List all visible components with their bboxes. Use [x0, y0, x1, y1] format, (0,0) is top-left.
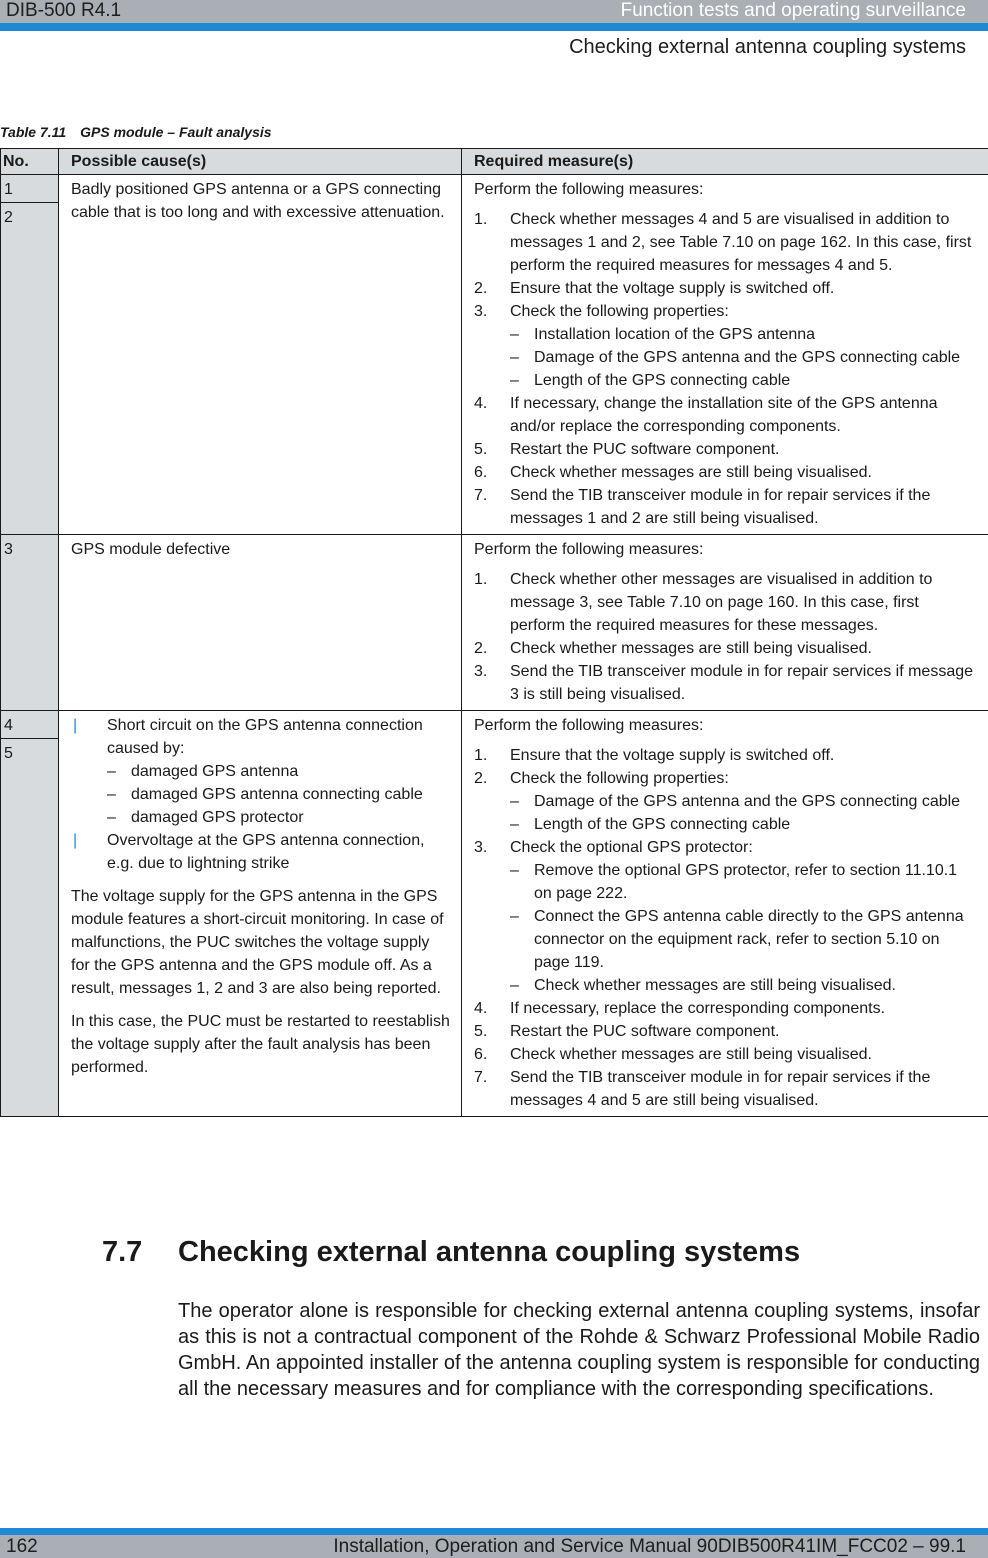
measure-step [474, 1043, 978, 1066]
table-caption-title: GPS module – Fault analysis [80, 124, 272, 140]
cause-item [71, 829, 451, 875]
step-text: Check the following properties: [510, 770, 729, 787]
sub-item-text: Damage of the GPS antenna and the GPS connecting cable [534, 349, 961, 366]
step-text: Send the TIB transceiver module in for repair services if message 3 is still being visualised. [510, 663, 974, 703]
step-sub-list [510, 790, 978, 836]
dash-marker: – [107, 786, 116, 803]
step-sub-list [510, 323, 978, 392]
step-number: 4. [474, 395, 488, 412]
dash-marker: – [510, 326, 519, 343]
table-caption-label: Table 7.11 [0, 124, 67, 140]
sub-item-text: Installation location of the GPS antenna [534, 326, 816, 343]
measure-intro: Perform the following measures: [474, 717, 704, 734]
sub-item [510, 323, 978, 346]
row-number: 5 [1, 738, 58, 766]
measure-step [474, 767, 978, 836]
cause-cell [59, 535, 462, 711]
dash-marker: – [510, 977, 519, 994]
dash-marker: – [510, 349, 519, 366]
measure-cell [462, 711, 988, 1117]
table-header-row [1, 149, 988, 175]
step-number: 1. [474, 571, 488, 588]
step-number: 7. [474, 487, 488, 504]
step-number: 3. [474, 839, 488, 856]
step-number: 4. [474, 1000, 488, 1017]
sub-item-text: damaged GPS antenna connecting cable [131, 786, 423, 803]
step-number: 7. [474, 1069, 488, 1086]
sub-item-text: Connect the GPS antenna cable directly to the GPS antenna connector on the equipment rack, refer to section 5.10 on page 119. [534, 908, 964, 971]
table-row [1, 535, 988, 711]
measure-step [474, 277, 978, 300]
step-text: Check whether messages are still being visualised. [510, 1046, 872, 1063]
section-number: 7.7 [102, 1236, 143, 1268]
step-text: If necessary, change the installation site of the GPS antenna and/or replace the corresponding components. [510, 395, 938, 435]
step-text: Restart the PUC software component. [510, 1023, 780, 1040]
measure-step [474, 1066, 978, 1112]
step-text: Ensure that the voltage supply is switched off. [510, 280, 835, 297]
measure-step [474, 438, 978, 461]
cause-paragraph: In this case, the PUC must be restarted to reestablish the voltage supply after the fault analysis has been performed. [71, 1013, 450, 1076]
step-number: 2. [474, 770, 488, 787]
measure-step [474, 744, 978, 767]
column-header-no: No. [1, 149, 59, 175]
step-text: If necessary, replace the corresponding components. [510, 1000, 886, 1017]
footer-accent-line [0, 1528, 988, 1535]
sub-item-text: Length of the GPS connecting cable [534, 372, 791, 389]
measure-step [474, 208, 978, 277]
step-text: Restart the PUC software component. [510, 441, 780, 458]
step-text: Send the TIB transceiver module in for repair services if the messages 1 and 2 are still being visualised. [510, 487, 931, 527]
measure-intro: Perform the following measures: [474, 541, 704, 558]
step-text: Check the following properties: [510, 303, 729, 320]
cause-paragraph: The voltage supply for the GPS antenna in the GPS module features a short-circuit monitoring. In case of malfunctions, the PUC switches the voltage supply for the GPS antenna and the GPS module off. As a result, messages 1, 2 and 3 are also being reported. [71, 888, 444, 997]
row-number-cell [1, 711, 59, 1117]
sub-item-text: damaged GPS protector [131, 809, 304, 826]
sub-item [107, 760, 451, 783]
measure-steps [474, 568, 978, 706]
section-body: The operator alone is responsible for checking external antenna coupling systems, insofar as this is not a contractual component of the Rohde & Schwarz Professional Mobile Radio GmbH. An appointed installer of the antenna coupling system is responsible for conducting all the necessary measures and for compliance with the corresponding specifications. [178, 1300, 980, 1400]
cause-item-text: Short circuit on the GPS antenna connection caused by: [107, 717, 423, 757]
cause-cell [59, 175, 462, 535]
dash-marker: – [107, 763, 116, 780]
step-number: 5. [474, 1023, 488, 1040]
row-number: 3 [4, 541, 13, 558]
row-number-cell [1, 535, 59, 711]
step-number: 6. [474, 464, 488, 481]
header-chapter: Function tests and operating surveillance [620, 0, 966, 21]
row-number: 4 [4, 717, 13, 734]
measure-step [474, 660, 978, 706]
sub-item-text: damaged GPS antenna [131, 763, 299, 780]
measure-intro: Perform the following measures: [474, 181, 704, 198]
measure-step [474, 484, 978, 530]
step-text: Check whether messages are still being visualised. [510, 464, 872, 481]
step-text: Check whether messages are still being visualised. [510, 640, 872, 657]
cause-text: Badly positioned GPS antenna or a GPS connecting cable that is too long and with excessive attenuation. [71, 181, 445, 221]
measure-steps [474, 744, 978, 1112]
cause-cell [59, 711, 462, 1117]
measure-step [474, 568, 978, 637]
step-number: 3. [474, 303, 488, 320]
dash-marker: – [107, 809, 116, 826]
table-caption [0, 124, 272, 140]
step-number: 2. [474, 280, 488, 297]
sub-item-text: Remove the optional GPS protector, refer to section 11.10.1 on page 222. [534, 862, 958, 902]
fault-analysis-table [0, 148, 988, 1117]
step-number: 5. [474, 441, 488, 458]
row-number-cell [1, 175, 59, 535]
dash-marker: – [510, 908, 519, 925]
column-header-measure: Required measure(s) [462, 149, 988, 175]
dash-marker: – [510, 816, 519, 833]
dash-marker: – [510, 862, 519, 879]
step-text: Check whether other messages are visualised in addition to message 3, see Table 7.10 on page 160. In this case, first perform the required measures for these messages. [510, 571, 933, 634]
bullet-bar-marker: | [73, 832, 78, 849]
measure-step [474, 392, 978, 438]
row-number: 2 [1, 202, 58, 230]
row-number: 1 [4, 181, 13, 198]
dash-marker: – [510, 793, 519, 810]
sub-item [510, 369, 978, 392]
step-number: 2. [474, 640, 488, 657]
measure-step [474, 300, 978, 392]
bullet-bar-marker: | [73, 717, 78, 734]
footer-page-number: 162 [6, 1536, 38, 1557]
cause-item [71, 714, 451, 829]
sub-item [510, 974, 978, 997]
step-number: 1. [474, 211, 488, 228]
step-text: Check whether messages 4 and 5 are visualised in addition to messages 1 and 2, see Table 7.10 on page 162. In this case, first perform the required measures for messages 4 and 5. [510, 211, 972, 274]
step-number: 1. [474, 747, 488, 764]
cause-item-text: Overvoltage at the GPS antenna connection, e.g. due to lightning strike [107, 832, 425, 872]
table-row [1, 175, 988, 535]
sub-item [107, 783, 451, 806]
cause-sub-list [107, 760, 451, 829]
sub-item [510, 905, 978, 974]
column-header-cause: Possible cause(s) [59, 149, 462, 175]
step-sub-list [510, 859, 978, 997]
measure-step [474, 461, 978, 484]
sub-item [510, 813, 978, 836]
measure-cell [462, 535, 988, 711]
sub-item [107, 806, 451, 829]
table-row [1, 711, 988, 1117]
sub-item-text: Check whether messages are still being visualised. [534, 977, 896, 994]
dash-marker: – [510, 372, 519, 389]
measure-step [474, 997, 978, 1020]
step-text: Check the optional GPS protector: [510, 839, 753, 856]
header-section: Checking external antenna coupling systems [569, 36, 966, 58]
sub-item [510, 346, 978, 369]
sub-item [510, 790, 978, 813]
step-text: Ensure that the voltage supply is switched off. [510, 747, 835, 764]
measure-step [474, 836, 978, 997]
header-accent-line [0, 23, 988, 31]
measure-step [474, 637, 978, 660]
cause-text: GPS module defective [71, 541, 231, 558]
step-number: 3. [474, 663, 488, 680]
measure-cell [462, 175, 988, 535]
sub-item [510, 859, 978, 905]
sub-item-text: Damage of the GPS antenna and the GPS connecting cable [534, 793, 961, 810]
footer-manual-title: Installation, Operation and Service Manual 90DIB500R41IM_FCC02 – 99.1 [333, 1536, 966, 1557]
measure-steps [474, 208, 978, 530]
header-doc-id: DIB-500 R4.1 [6, 0, 122, 21]
step-text: Send the TIB transceiver module in for repair services if the messages 4 and 5 are still being visualised. [510, 1069, 931, 1109]
step-number: 6. [474, 1046, 488, 1063]
section-title: Checking external antenna coupling systems [178, 1236, 801, 1268]
measure-step [474, 1020, 978, 1043]
sub-item-text: Length of the GPS connecting cable [534, 816, 791, 833]
